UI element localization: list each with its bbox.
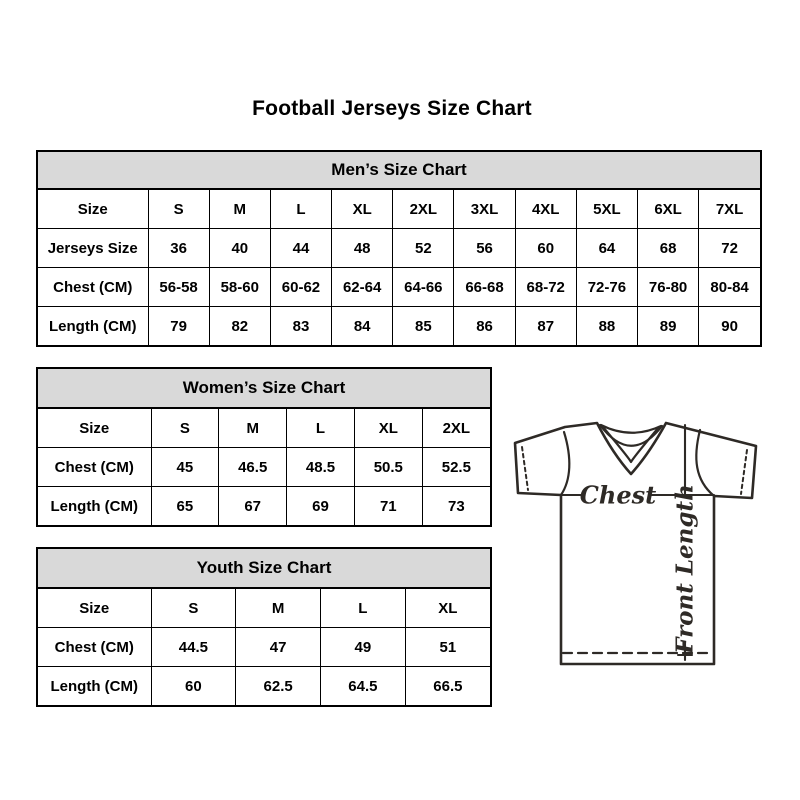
value-cell: 67: [219, 487, 287, 526]
value-cell: 62-64: [332, 268, 393, 307]
table-row: [38, 307, 760, 346]
value-cell: 60-62: [270, 268, 331, 307]
right-armhole-seam: [696, 430, 714, 496]
value-cell: 73: [422, 487, 490, 526]
value-cell: 80-84: [699, 268, 760, 307]
table-row: [38, 667, 490, 706]
value-cell: 48: [332, 229, 393, 268]
value-cell: 65: [151, 487, 219, 526]
value-cell: 50.5: [354, 448, 422, 487]
value-cell: 72-76: [576, 268, 637, 307]
youth-table: [38, 589, 490, 705]
value-cell: 44.5: [151, 628, 236, 667]
mens-size-chart: [36, 150, 762, 347]
value-cell: 84: [332, 307, 393, 346]
value-cell: 6XL: [638, 190, 699, 229]
value-cell: 52.5: [422, 448, 490, 487]
value-cell: 44: [270, 229, 331, 268]
value-cell: S: [151, 589, 236, 628]
value-cell: 47: [236, 628, 321, 667]
value-cell: 4XL: [515, 190, 576, 229]
value-cell: 58-60: [209, 268, 270, 307]
womens-table-header: Women’s Size Chart: [38, 369, 490, 409]
jersey-outline: [515, 423, 756, 664]
row-label-cell: Length (CM): [38, 667, 151, 706]
value-cell: L: [321, 589, 406, 628]
womens-table: [38, 409, 490, 525]
table-row: [38, 268, 760, 307]
value-cell: 71: [354, 487, 422, 526]
value-cell: 64-66: [393, 268, 454, 307]
womens-size-chart: [36, 367, 492, 527]
value-cell: S: [148, 190, 209, 229]
value-cell: 72: [699, 229, 760, 268]
value-cell: 2XL: [422, 409, 490, 448]
left-armhole-seam: [561, 432, 569, 495]
table-row: [38, 229, 760, 268]
right-cuff-dashed-line: [741, 450, 747, 494]
value-cell: 36: [148, 229, 209, 268]
youth-size-chart: [36, 547, 492, 707]
value-cell: 64: [576, 229, 637, 268]
table-row: [38, 448, 490, 487]
value-cell: L: [270, 190, 331, 229]
value-cell: XL: [332, 190, 393, 229]
row-label-cell: Jerseys Size: [38, 229, 148, 268]
value-cell: 5XL: [576, 190, 637, 229]
value-cell: 89: [638, 307, 699, 346]
row-label-cell: Size: [38, 589, 151, 628]
row-label-cell: Chest (CM): [38, 268, 148, 307]
value-cell: 48.5: [287, 448, 355, 487]
value-cell: 40: [209, 229, 270, 268]
row-label-cell: Chest (CM): [38, 448, 151, 487]
value-cell: XL: [354, 409, 422, 448]
row-label-cell: Chest (CM): [38, 628, 151, 667]
value-cell: 83: [270, 307, 331, 346]
value-cell: 2XL: [393, 190, 454, 229]
value-cell: 85: [393, 307, 454, 346]
value-cell: 64.5: [321, 667, 406, 706]
table-row: [38, 589, 490, 628]
table-row: [38, 190, 760, 229]
mens-table-header: Men’s Size Chart: [38, 152, 760, 190]
value-cell: 60: [515, 229, 576, 268]
value-cell: M: [209, 190, 270, 229]
row-label-cell: Size: [38, 190, 148, 229]
value-cell: 87: [515, 307, 576, 346]
value-cell: M: [236, 589, 321, 628]
value-cell: 56: [454, 229, 515, 268]
value-cell: 46.5: [219, 448, 287, 487]
chest-label: Chest: [579, 480, 657, 510]
left-cuff-dashed-line: [522, 447, 528, 490]
value-cell: L: [287, 409, 355, 448]
jersey-measurement-diagram: [503, 410, 771, 672]
front-length-label: Front Length: [671, 484, 699, 654]
value-cell: 86: [454, 307, 515, 346]
value-cell: 79: [148, 307, 209, 346]
value-cell: M: [219, 409, 287, 448]
row-label-cell: Size: [38, 409, 151, 448]
value-cell: 66.5: [405, 667, 490, 706]
youth-table-header: Youth Size Chart: [38, 549, 490, 589]
value-cell: 88: [576, 307, 637, 346]
value-cell: 90: [699, 307, 760, 346]
value-cell: 60: [151, 667, 236, 706]
value-cell: 7XL: [699, 190, 760, 229]
value-cell: 51: [405, 628, 490, 667]
table-row: [38, 487, 490, 526]
value-cell: S: [151, 409, 219, 448]
value-cell: 45: [151, 448, 219, 487]
table-row: [38, 628, 490, 667]
page-title: Football Jerseys Size Chart: [252, 97, 532, 120]
value-cell: 62.5: [236, 667, 321, 706]
value-cell: 52: [393, 229, 454, 268]
value-cell: 66-68: [454, 268, 515, 307]
value-cell: 68: [638, 229, 699, 268]
row-label-cell: Length (CM): [38, 307, 148, 346]
value-cell: 69: [287, 487, 355, 526]
value-cell: XL: [405, 589, 490, 628]
table-row: [38, 409, 490, 448]
value-cell: 82: [209, 307, 270, 346]
value-cell: 49: [321, 628, 406, 667]
value-cell: 76-80: [638, 268, 699, 307]
mens-table: [38, 190, 760, 345]
value-cell: 3XL: [454, 190, 515, 229]
row-label-cell: Length (CM): [38, 487, 151, 526]
value-cell: 68-72: [515, 268, 576, 307]
value-cell: 56-58: [148, 268, 209, 307]
collar-back-arc: [601, 425, 661, 433]
